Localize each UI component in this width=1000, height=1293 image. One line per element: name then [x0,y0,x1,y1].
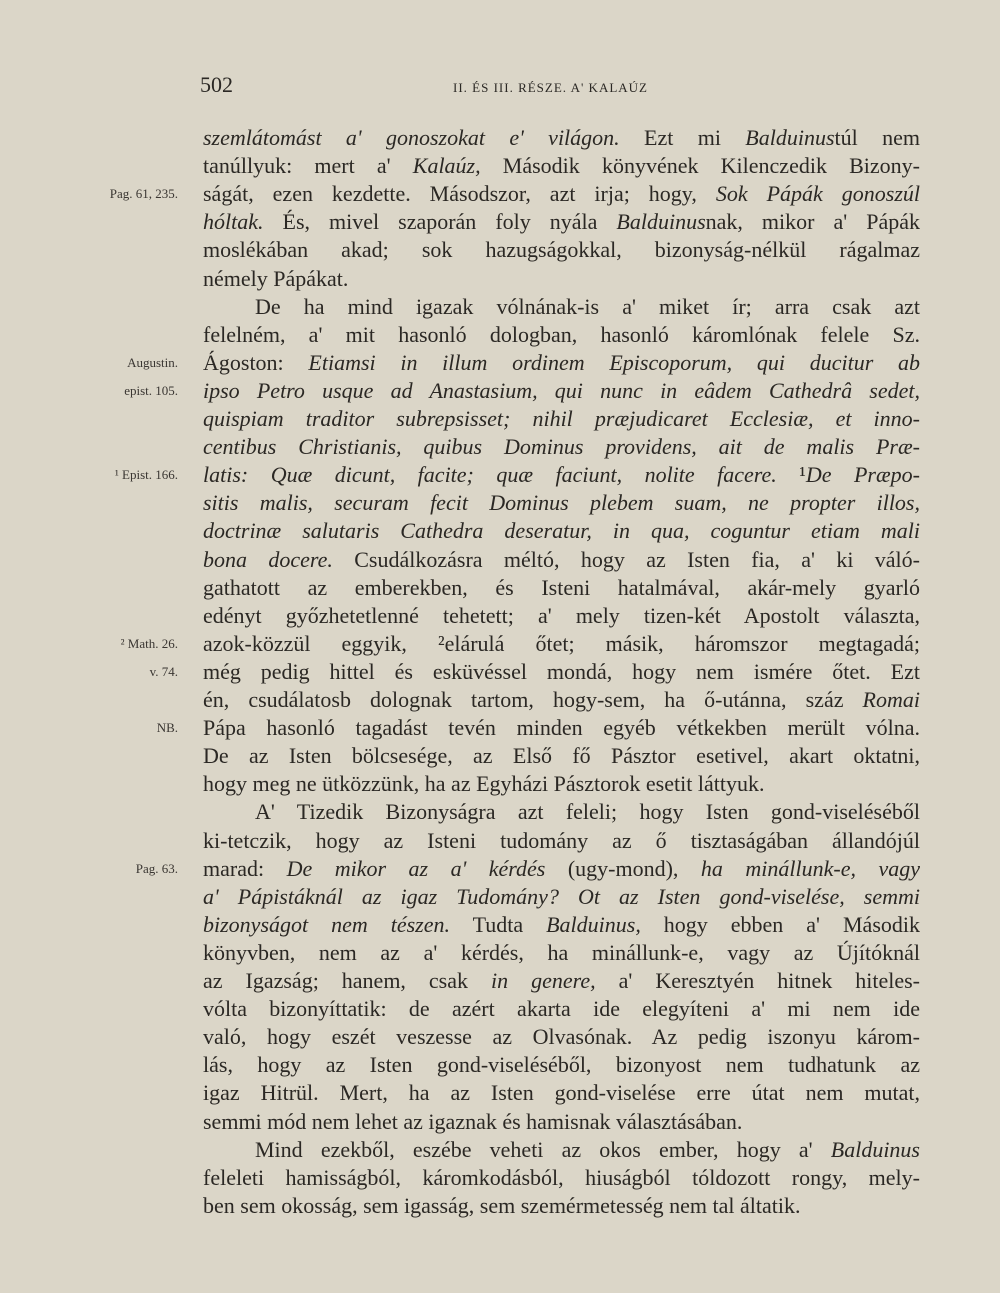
text-line [203,742,920,770]
text-line [203,630,920,658]
text-span: nak, mikor a' Pápák [705,209,920,235]
italic-text: a' Pápistáknál az igaz Tudomány? Ot az Isten gond-viselése, semmi [203,883,920,909]
text-span: Második könyvének Kilenczedik Bizony- [480,153,920,179]
text-span: De ha mind igazak vólnának-is a' miket ír; arra csak azt [255,293,920,319]
text-span: ki-tetczik, hogy az Isteni tudomány az ő tisztaságában állandójúl [203,827,920,853]
text-line [203,236,920,264]
text-span: való, hogy eszét veszesse az Olvasónak. Az pedig iszonyu károm- [203,1024,920,1050]
text-line [203,770,920,798]
italic-text: Sok Pápák gonoszúl [715,181,920,207]
text-span: némely Pápákat. [203,265,349,291]
text-line [203,1023,920,1051]
margin-note: ² Math. 26. [120,635,178,651]
text-span: edényt győzhetetlenné tehetett; a' mely tizen-két Apostolt választa, [203,602,920,628]
italic-text: ha minállunk-e, vagy [700,855,920,881]
italic-text: in genere, [491,968,596,993]
text-span: marad: [203,855,287,881]
text-span: én, csudálatosb dolognak tartom, hogy-sem, ha ő-utánna, száz [203,687,863,712]
text-line [203,405,920,433]
text-line [203,293,920,321]
italic-text: latis: Quæ dicunt, facite; quæ faciunt, nolite facere. [203,462,777,488]
italic-text: Balduinus [830,1136,920,1162]
text-span: igaz Hitrül. Mert, ha az Isten gond-viselése erre útat nem mutat, [203,1080,920,1106]
italic-text: Kalaúz, [412,153,481,179]
text-line [203,517,920,545]
text-span: Ágoston: [203,349,309,375]
text-span: moslékában akad; sok hazugságokkal, bizonyság-nélkül rágalmaz [203,237,920,263]
text-span: még pedig hittel és esküvéssel mondá, hogy nem ismére őtet. Ezt [203,658,920,684]
text-line [203,433,920,461]
text-span: túl nem [834,125,920,150]
text-line [203,208,920,236]
text-span: (ugy-mond), [545,855,701,881]
text-line [203,180,920,208]
text-line [203,1136,920,1164]
italic-text: szemlátomást a' gonoszokat e' világon. [203,125,620,150]
italic-text: quispiam traditor subrepsisset; nihil præjudicaret Ecclesiæ, et inno- [203,406,920,431]
text-span: Ezt mi [619,125,746,150]
text-span: semmi mód nem lehet az igaznak és hamisnak választásában. [203,1108,743,1134]
italic-text: De mikor az a' kérdés [286,855,546,881]
italic-text: Balduinus [745,125,835,150]
text-span: És, mivel szaporán foly nyála [263,209,617,235]
text-span: De az Isten bölcsesége, az Első fő Pásztor esetivel, akart oktatni, [203,743,920,769]
italic-text: centibus Christianis, quibus Dominus providens, ait de malis Præ- [203,434,920,460]
margin-note: Pag. 61, 235. [109,186,178,202]
text-span: felelném, a' mit hasonló dologban, hasonló káromlónak felele Sz. [203,321,920,347]
text-span: az Igazság; hanem, csak [203,968,491,993]
page-number: 502 [200,72,233,97]
text-line [203,377,920,405]
text-line [203,798,920,826]
text-span: Mind ezekből, eszébe veheti az okos ember, hogy a' [255,1136,831,1162]
text-span: feleleti hamisságból, káromkodásból, hiuságból tóldozott rongy, mely- [203,1164,920,1190]
text-span: hogy ebben a' Második [640,911,920,937]
text-line [203,714,920,742]
text-span: hogy meg ne ütközzünk, ha az Egyházi Pásztorok esetit láttyuk. [203,771,765,797]
text-line [203,152,920,180]
text-line [203,461,920,489]
italic-text: Etiamsi in illum ordinem Episcoporum, qui ducitur ab [308,349,920,375]
italic-text: ipso Petro usque ad Anastasium, qui nunc in eâdem Cathedrâ sedet, [203,377,920,403]
italic-text: Balduinus [616,209,706,235]
text-line [203,321,920,349]
text-line [203,658,920,686]
text-span: tanúllyuk: mert a' [203,153,413,179]
text-span: könyvben, nem az a' kérdés, ha minállunk-e, vagy az Újítóknál [203,939,920,965]
text-span: gathatott az emberekben, és Isteni hatalmával, akár-mely gyarló [203,574,920,600]
text-span: a' Keresztyén hitnek hiteles- [595,968,920,993]
text-span: Pápa hasonló tagadást tevén minden egyéb vétkekben merült vólna. [203,715,920,741]
italic-text: doctrinæ salutaris Cathedra deseratur, in qua, coguntur etiam mali [203,518,920,544]
margin-note: NB. [156,720,178,736]
text-span: ¹ [776,462,806,488]
text-span: lás, hogy az Isten gond-viseléséből, bizonyost nem tudhatunk az [203,1052,920,1078]
text-line [203,967,920,995]
italic-text: Balduinus, [546,911,641,937]
text-line [203,883,920,911]
text-span: ben sem okosság, sem igasság, sem szemérmetesség nem tal áltatik. [203,1192,801,1218]
text-line [203,1108,920,1136]
text-line [203,602,920,630]
italic-text: bona docere. [203,546,333,572]
text-line [203,124,920,152]
text-line [203,911,920,939]
text-line [203,827,920,855]
text-line [203,1192,920,1220]
margin-note: epist. 105. [124,382,178,398]
text-span: vólta bizonyíttatik: de azért akarta ide elegyíteni a' mi nem ide [203,996,920,1022]
italic-text: bizonyságot nem tészen. [203,911,450,937]
text-line [203,855,920,883]
text-span: Tudta [449,911,547,937]
italic-text: Romai [862,687,920,712]
italic-text: hóltak. [203,209,264,235]
text-line [203,995,920,1023]
text-span: azok-közzül eggyik, ²elárulá őtet; másik, háromszor megtagadá; [203,630,920,656]
text-span: Csudálkozásra méltó, hogy az Isten fia, a' ki váló- [332,546,920,572]
text-line [203,1051,920,1079]
text-span: A' Tizedik Bizonyságra azt feleli; hogy Isten gond-viseléséből [255,799,920,825]
text-span: ságát, ezen kezdette. Másodszor, azt irja; hogy, [203,181,716,207]
text-line [203,349,920,377]
text-line [203,939,920,967]
margin-note: ¹ Epist. 166. [114,467,178,483]
margin-note: v. 74. [149,663,178,679]
text-line [203,574,920,602]
margin-note: Pag. 63. [135,860,178,876]
text-line [203,265,920,293]
text-line [203,686,920,714]
italic-text: De Præpo- [805,462,920,488]
text-line [203,1079,920,1107]
text-line [203,546,920,574]
italic-text: sitis malis, securam fecit Dominus plebem suam, ne propter illos, [203,490,920,516]
running-head [200,72,700,102]
text-line [203,489,920,517]
margin-note: Augustin. [127,354,178,370]
running-title: II. ÉS III. RÉSZE. A' KALAÚZ [453,80,648,95]
text-line [203,1164,920,1192]
